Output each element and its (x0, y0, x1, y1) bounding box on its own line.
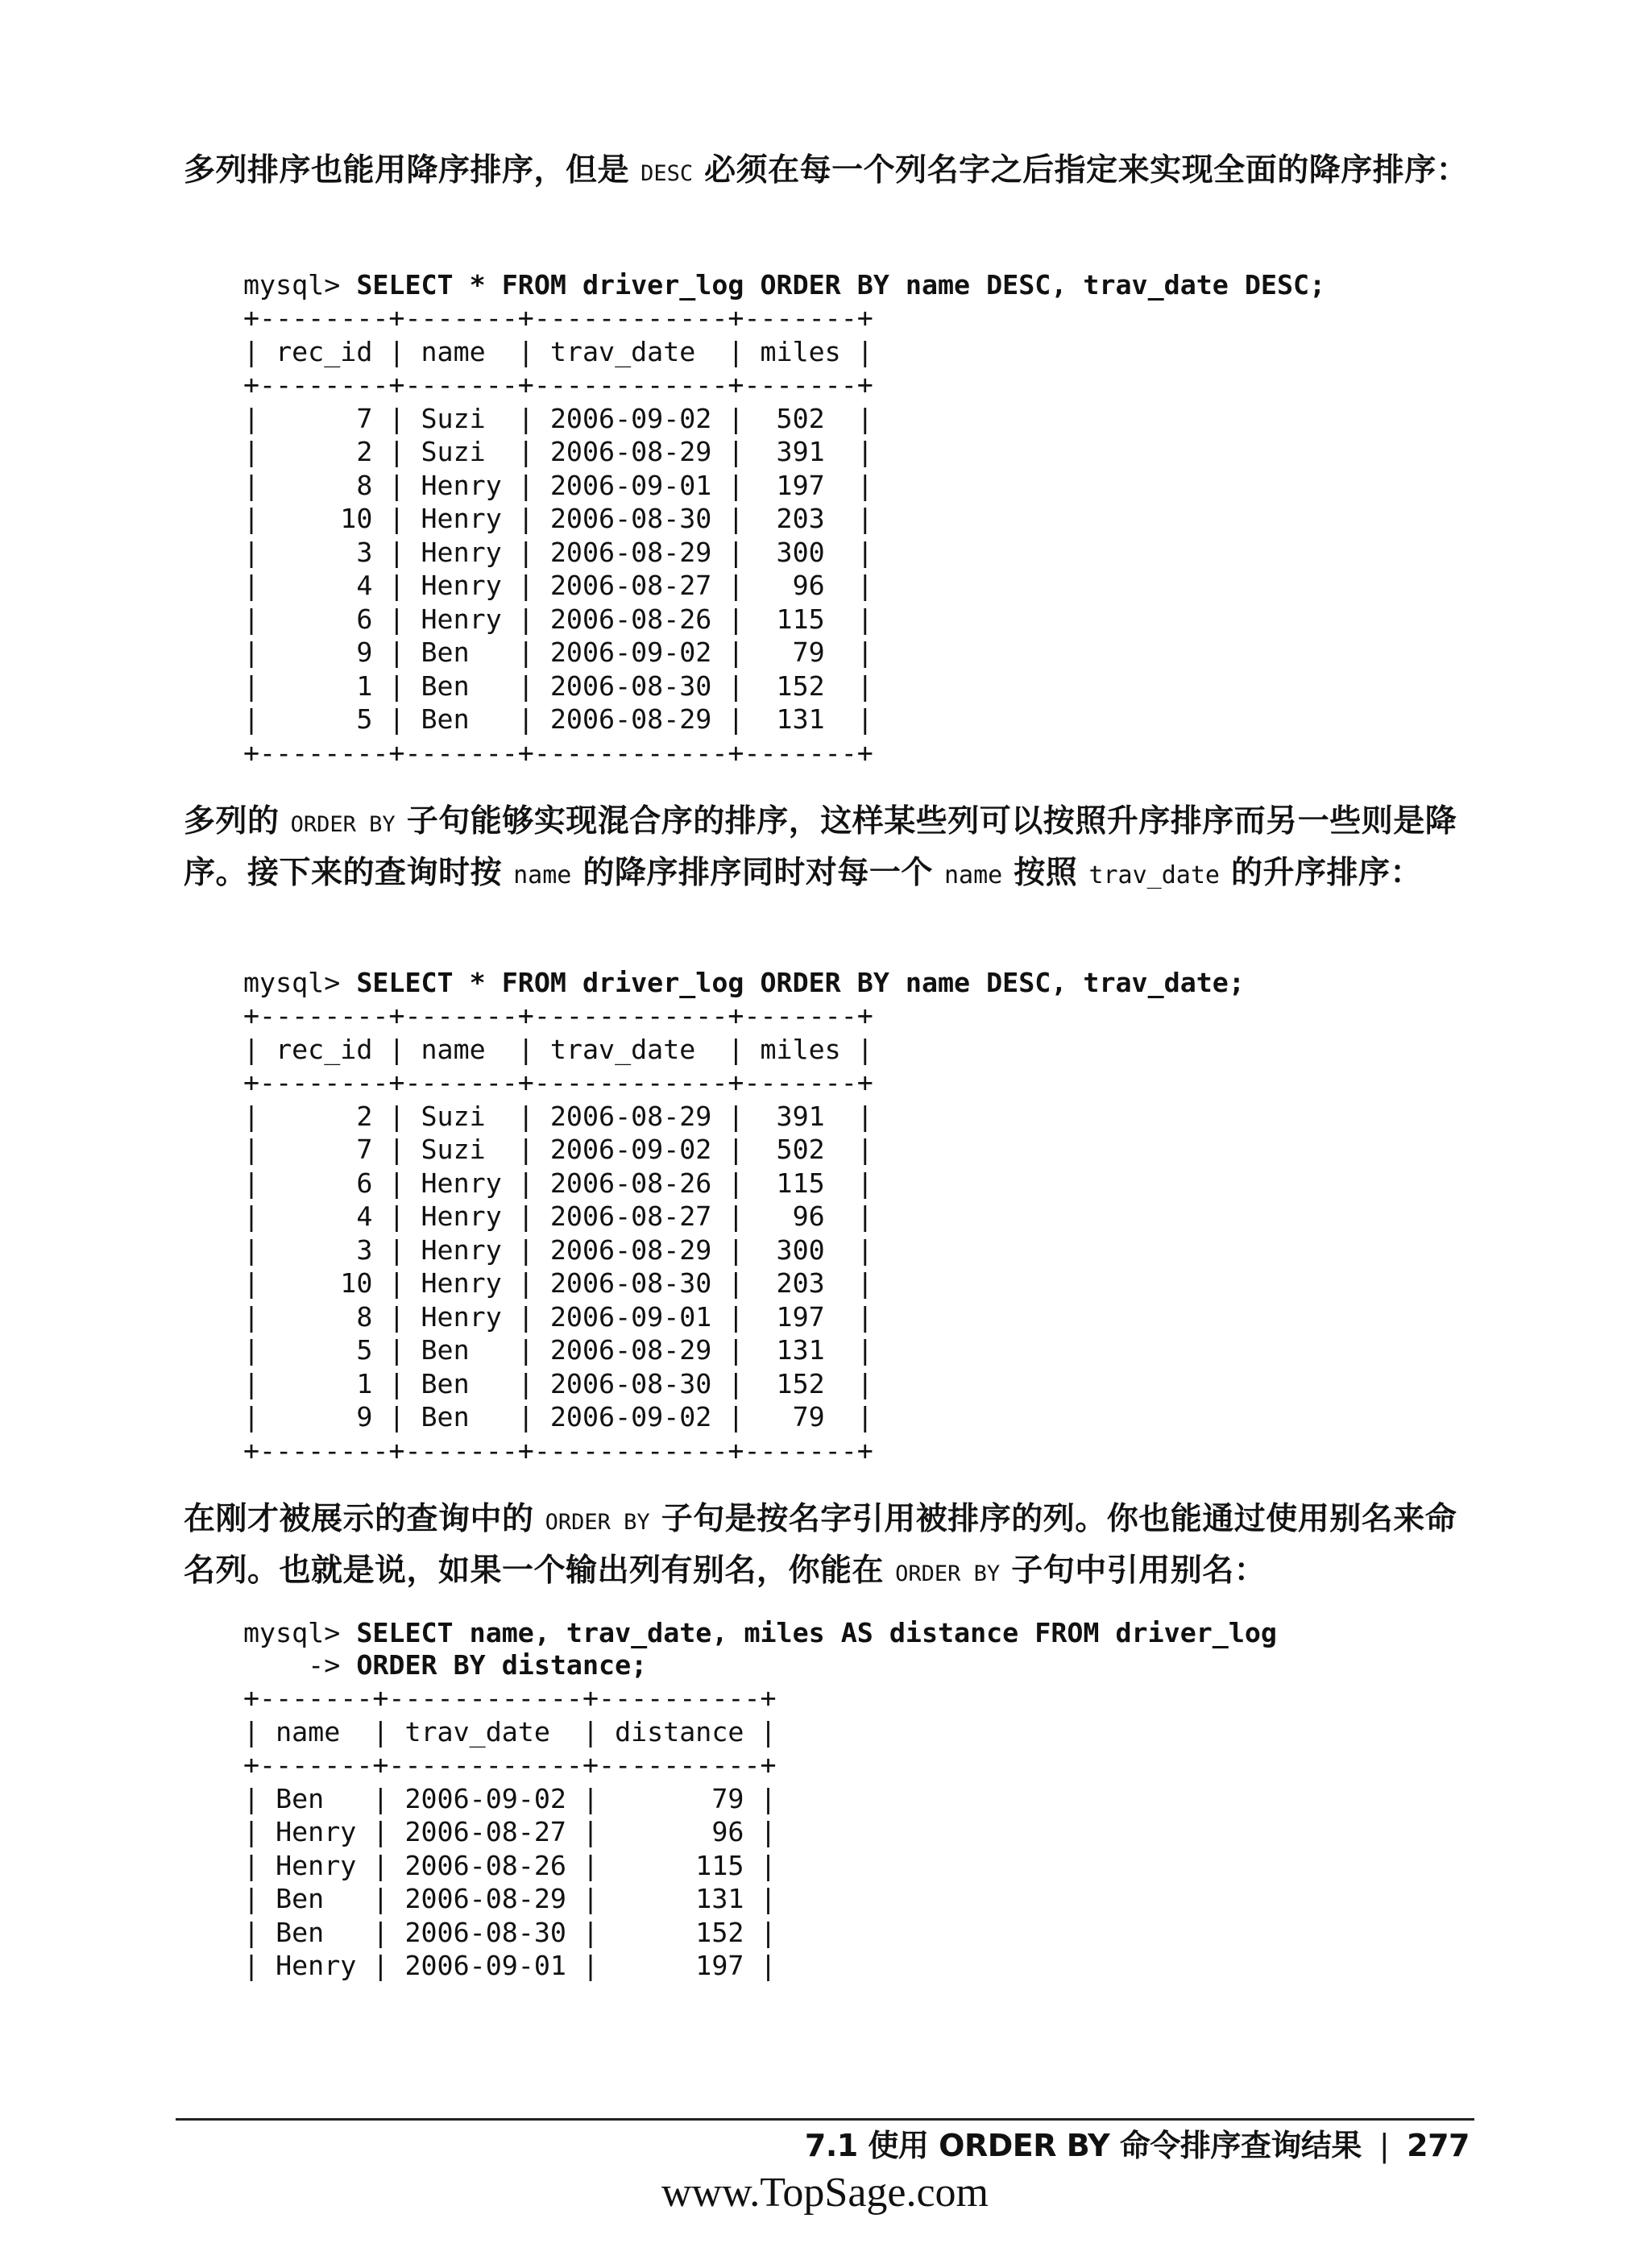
query1-result-table: +--------+-------+------------+-------+ | rec_id | name | trav_date | miles | +--------+-------+------------+-------+ | 7 | Suzi | 2006-09-02 | 502 | | 2 | Suzi | 2006-08-29 | 391 | | 8 | Henry | 2006-09-01 | 197 | | 10 | Henry | 2006-08-30 | 203 | | 3 | Henry | 2006-08-29 | 300 | | 4 | Henry | 2006-08-27 | 96 | | 6 | Henry | 2006-08-26 | 115 | | 9 | Ben | 2006-09-02 | 79 | | 1 | Ben | 2006-08-30 | 152 | | 5 | Ben | 2006-08-29 | 131 | +--------+-------+------------+-------+ (243, 302, 873, 769)
inline-code-name: name (943, 861, 1003, 889)
inline-code-order-by: ORDER BY (545, 1510, 650, 1535)
running-footer (805, 2125, 1470, 2166)
para2-text-5: 的升序排序： (1219, 855, 1423, 891)
query1-command (243, 268, 1325, 302)
mysql-prompt: mysql> (243, 269, 357, 301)
para1-text-1: 多列排序也能用降序排序，但是 (184, 152, 641, 189)
footer-section-title: 7.1 使用 ORDER BY 命令排序查询结果 (804, 2128, 1362, 2163)
query3-sql-line1: SELECT name, trav_date, miles AS distance FROM driver_log (356, 1617, 1277, 1648)
query2-result-table: +--------+-------+------------+-------+ | rec_id | name | trav_date | miles | +--------+-------+------------+-------+ | 2 | Suzi | 2006-08-29 | 391 | | 7 | Suzi | 2006-09-02 | 502 | | 6 | Henry | 2006-08-26 | 115 | | 4 | Henry | 2006-08-27 | 96 | | 3 | Henry | 2006-08-29 | 300 | | 10 | Henry | 2006-08-30 | 203 | | 8 | Henry | 2006-09-01 | 197 | | 5 | Ben | 2006-08-29 | 131 | | 1 | Ben | 2006-08-30 | 152 | | 9 | Ben | 2006-09-02 | 79 | +--------+-------+------------+-------+ (243, 1000, 873, 1466)
query3-result-table: +-------+------------+----------+ | name | trav_date | distance | +-------+------------+----------+ | Ben | 2006-09-02 | 79 | | Henry | 2006-08-27 | 96 | | Henry | 2006-08-26 | 115 | | Ben | 2006-08-29 | 131 | | Ben | 2006-08-30 | 152 | | Henry | 2006-09-01 | 197 | (243, 1682, 777, 1981)
query2-command (243, 966, 1245, 1000)
query2-sql: SELECT * FROM driver_log ORDER BY name DESC, trav_date; (356, 967, 1245, 998)
paragraph-mixed-order (184, 798, 1473, 900)
para2-text-4: 按照 (1002, 855, 1089, 891)
continuation-prompt: -> (243, 1649, 357, 1681)
para3-text-3: 子句中引用别名： (1000, 1553, 1267, 1589)
inline-code-trav-date: trav_date (1088, 861, 1220, 889)
query3-command-line2 (243, 1648, 647, 1682)
para3-text-2: 子句是按名字引用被排序的列。你也能通过使用别名来命名列。也就是说，如果一个输出列有别名，你能在 (184, 1501, 1457, 1589)
inline-code-order-by: ORDER BY (895, 1561, 1001, 1586)
paragraph-desc-sorting (184, 147, 1473, 198)
query3-sql-line2: ORDER BY distance; (356, 1649, 648, 1681)
watermark-url: www.TopSage.com (661, 2170, 989, 2216)
mysql-prompt: mysql> (243, 967, 357, 998)
para3-text-1: 在刚才被展示的查询中的 (184, 1501, 545, 1537)
query3-command-line1 (243, 1616, 1277, 1650)
inline-code-name: name (513, 861, 572, 889)
query1-sql: SELECT * FROM driver_log ORDER BY name DESC, trav_date DESC; (356, 269, 1326, 301)
para1-text-2: 必须在每一个列名字之后指定来实现全面的降序排序： (693, 152, 1469, 189)
footer-separator: | (1378, 2128, 1390, 2163)
page-number: 277 (1407, 2128, 1470, 2163)
para2-text-1: 多列的 (184, 803, 291, 840)
para2-text-3: 的降序排序同时对每一个 (571, 855, 944, 891)
inline-code-desc: DESC (641, 161, 694, 186)
footer-rule (176, 2118, 1474, 2121)
mysql-prompt: mysql> (243, 1617, 357, 1648)
inline-code-order-by: ORDER BY (290, 812, 396, 837)
para2-text-2: 子句能够实现混合序的排序，这样某些列可以按照升序排序而另一些则是降序。接下来的查询时按 (184, 803, 1457, 891)
paragraph-order-by-alias (184, 1495, 1473, 1598)
